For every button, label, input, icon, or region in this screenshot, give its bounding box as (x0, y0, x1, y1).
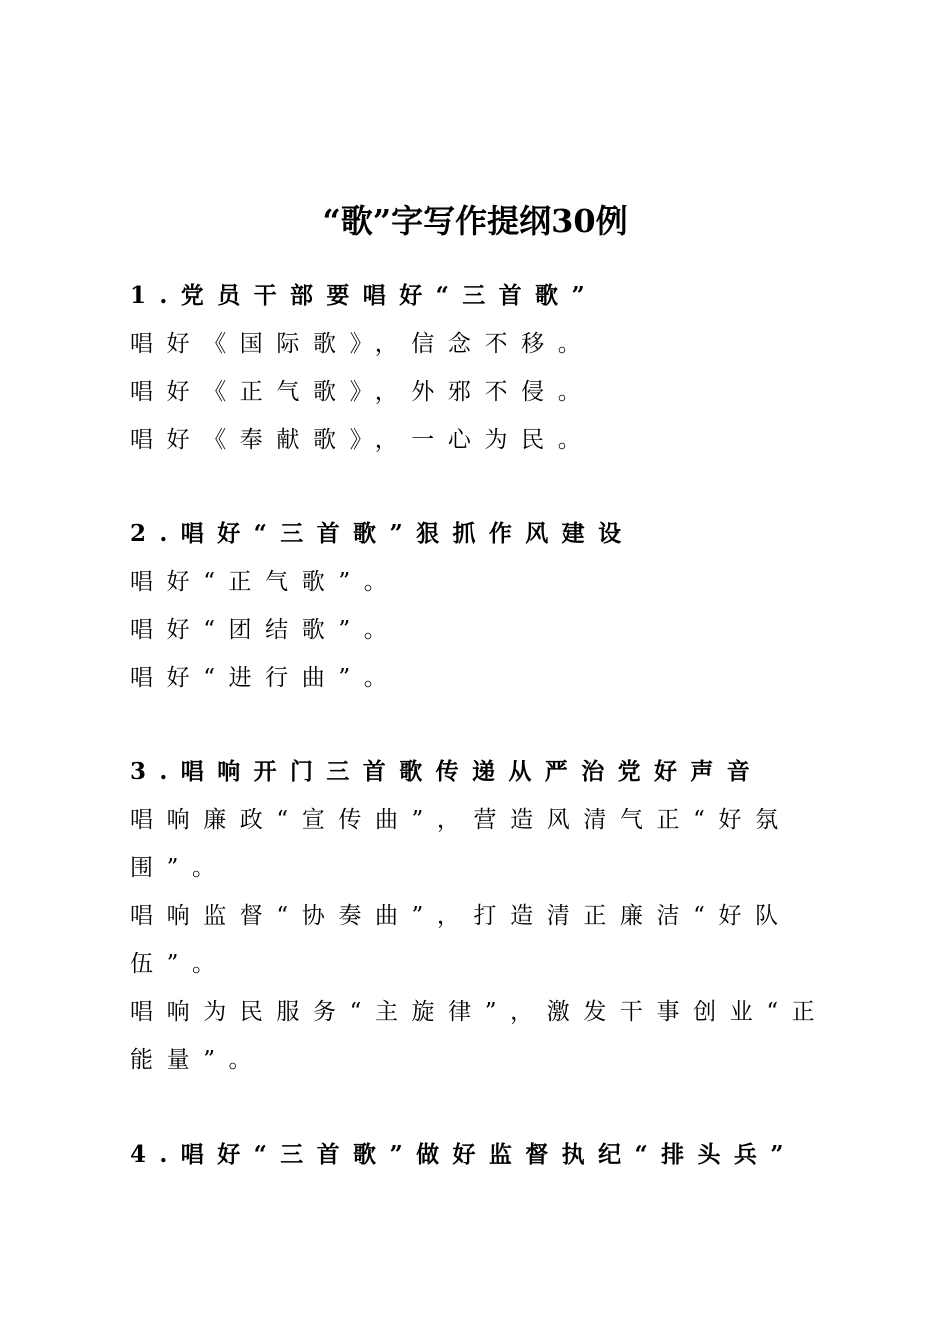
section-line: 唱好“进行曲”。 (130, 665, 401, 691)
section-line: 唱好《国际歌》，信念不移。 (130, 331, 595, 357)
section-4 (130, 1131, 830, 1179)
section-line: 唱好“正气歌”。 (130, 569, 401, 595)
section-3 (130, 748, 830, 1084)
section-line: 唱响为民服务“主旋律”，激发干事创业“正 (130, 999, 829, 1025)
section-1 (130, 272, 830, 464)
section-heading: 3.唱响开门三首歌传递从严治党好声音 (130, 758, 764, 785)
section-line: 唱好《奉献歌》，一心为民。 (130, 427, 595, 453)
section-2 (130, 510, 830, 702)
document-title: “歌”字写作提纲30例 (322, 202, 628, 240)
section-line: 唱好“团结歌”。 (130, 617, 401, 643)
section-line: 伍”。 (130, 951, 229, 977)
section-heading: 1.党员干部要唱好“三首歌” (130, 282, 599, 309)
section-heading: 2.唱好“三首歌”狠抓作风建设 (130, 520, 635, 547)
section-line: 能量”。 (130, 1047, 266, 1073)
section-line: 唱响监督“协奏曲”，打造清正廉洁“好队 (130, 903, 792, 929)
section-line: 围”。 (130, 855, 229, 881)
section-line: 唱好《正气歌》，外邪不侵。 (130, 379, 595, 405)
section-line: 唱响廉政“宣传曲”，营造风清气正“好氛 (130, 807, 792, 833)
section-heading: 4.唱好“三首歌”做好监督执纪“排头兵” (130, 1141, 797, 1168)
